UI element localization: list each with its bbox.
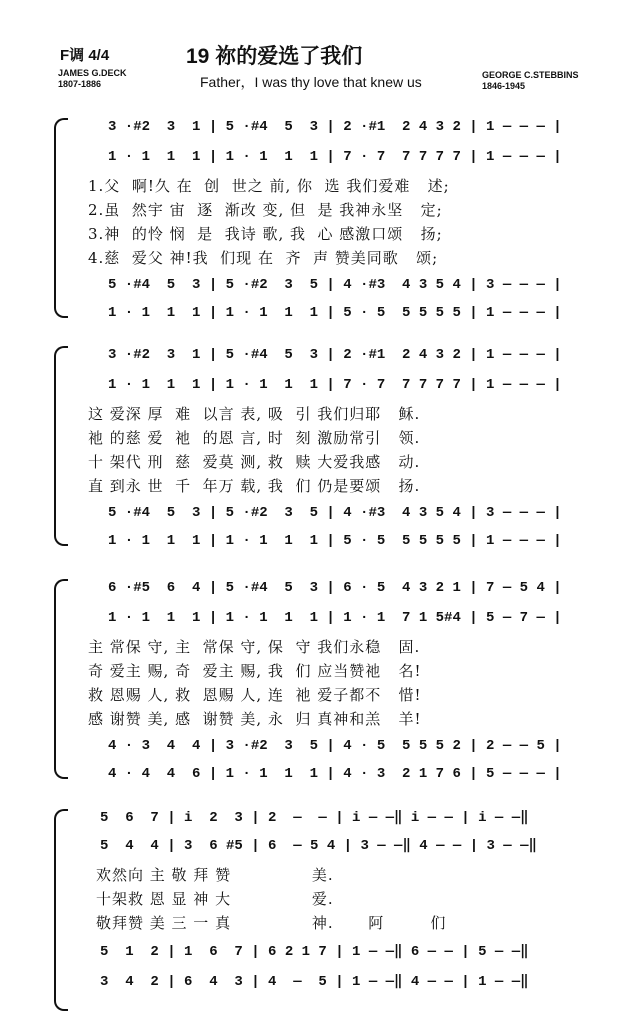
composer-years: 1846-1945 <box>482 81 526 91</box>
soprano-line: 5 6 7 | i 2 3 | 2 — — | i — —‖ i — — | i — —‖ <box>100 810 529 826</box>
alto-line: 1 · 1 1 1 | 1 · 1 1 1 | 1 · 1 7 1 5#4 | 5 — 7 — | <box>108 610 562 626</box>
tenor-line: 5 1 2 | 1 6 7 | 6 2 1 7 | 1 — —‖ 6 — — | 5 — —‖ <box>100 944 529 960</box>
bass-line: 1 · 1 1 1 | 1 · 1 1 1 | 5 · 5 5 5 5 5 | 1 — — — | <box>108 533 562 549</box>
lyric-verse-3: 3.神 的怜 悯 是 我诗 歌, 我 心 感激口颂 扬; <box>88 225 443 243</box>
lyric-verse-2: 十架救 恩 显 神 大 爱. <box>96 890 334 908</box>
bass-line: 1 · 1 1 1 | 1 · 1 1 1 | 5 · 5 5 5 5 5 | 1 — — — | <box>108 305 562 321</box>
lyric-verse-4: 感 谢赞 美, 感 谢赞 美, 永 归 真神和羔 羊! <box>88 710 422 728</box>
lyric-verse-3: 敬拜赞 美 三 一 真 神. 阿 们 <box>96 914 447 932</box>
key-signature: F调 4/4 <box>60 47 110 64</box>
bass-line: 3 4 2 | 6 4 3 | 4 — 5 | 1 — —‖ 4 — — | 1 — —‖ <box>100 974 529 990</box>
lyric-verse-2: 2.虽 然宇 宙 逐 渐改 变, 但 是 我神永坚 定; <box>88 201 443 219</box>
alto-line: 1 · 1 1 1 | 1 · 1 1 1 | 7 · 7 7 7 7 7 | 1 — — — | <box>108 149 562 165</box>
tenor-line: 5 ·#4 5 3 | 5 ·#2 3 5 | 4 ·#3 4 3 5 4 | 3 — — — | <box>108 277 562 293</box>
lyric-verse-1: 欢然向 主 敬 拜 赞 美. <box>96 866 334 884</box>
lyric-verse-3: 救 恩赐 人, 救 恩赐 人, 连 祂 爱子都不 惜! <box>88 686 422 704</box>
lyric-verse-2: 祂 的慈 爱 祂 的恩 言, 时 刻 激励常引 领. <box>88 429 421 447</box>
alto-line: 5 4 4 | 3 6 #5 | 6 — 5 4 | 3 — —‖ 4 — — | 3 — —‖ <box>100 838 537 854</box>
lyricist-name: JAMES G.DECK <box>58 68 127 78</box>
tenor-line: 5 ·#4 5 3 | 5 ·#2 3 5 | 4 ·#3 4 3 5 4 | 3 — — — | <box>108 505 562 521</box>
lyric-verse-2: 奇 爱主 赐, 奇 爱主 赐, 我 们 应当赞祂 名! <box>88 662 422 680</box>
system-brace <box>54 346 68 546</box>
soprano-line: 6 ·#5 6 4 | 5 ·#4 5 3 | 6 · 5 4 3 2 1 | 7 — 5 4 | <box>108 580 562 596</box>
english-title: Father，I was thy love that knew us <box>200 74 422 90</box>
soprano-line: 3 ·#2 3 1 | 5 ·#4 5 3 | 2 ·#1 2 4 3 2 | 1 — — — | <box>108 347 562 363</box>
system-brace <box>54 118 68 318</box>
system-brace <box>54 809 68 1011</box>
lyric-verse-4: 4.慈 爱父 神!我 们现 在 齐 声 赞美同歌 颂; <box>88 249 439 267</box>
lyric-verse-1: 主 常保 守, 主 常保 守, 保 守 我们永稳 固. <box>88 638 421 656</box>
lyric-verse-1: 这 爱深 厚 难 以言 表, 吸 引 我们归耶 稣. <box>88 405 421 423</box>
hymn-title: 19 祢的爱选了我们 <box>186 45 363 68</box>
bass-line: 4 · 4 4 6 | 1 · 1 1 1 | 4 · 3 2 1 7 6 | 5 — — — | <box>108 766 562 782</box>
composer-credit <box>482 70 579 92</box>
soprano-line: 3 ·#2 3 1 | 5 ·#4 5 3 | 2 ·#1 2 4 3 2 | 1 — — — | <box>108 119 562 135</box>
lyricist-years: 1807-1886 <box>58 79 102 89</box>
lyric-verse-1: 1.父 啊!久 在 创 世之 前, 你 选 我们爱难 述; <box>88 177 450 195</box>
alto-line: 1 · 1 1 1 | 1 · 1 1 1 | 7 · 7 7 7 7 7 | 1 — — — | <box>108 377 562 393</box>
lyricist-credit <box>58 68 127 90</box>
composer-name: GEORGE C.STEBBINS <box>482 70 579 80</box>
lyric-verse-3: 十 架代 刑 慈 爱莫 测, 救 赎 大爱我感 动. <box>88 453 421 471</box>
lyric-verse-4: 直 到永 世 千 年万 载, 我 们 仍是要颂 扬. <box>88 477 421 495</box>
system-brace <box>54 579 68 779</box>
tenor-line: 4 · 3 4 4 | 3 ·#2 3 5 | 4 · 5 5 5 5 2 | 2 — — 5 | <box>108 738 562 754</box>
